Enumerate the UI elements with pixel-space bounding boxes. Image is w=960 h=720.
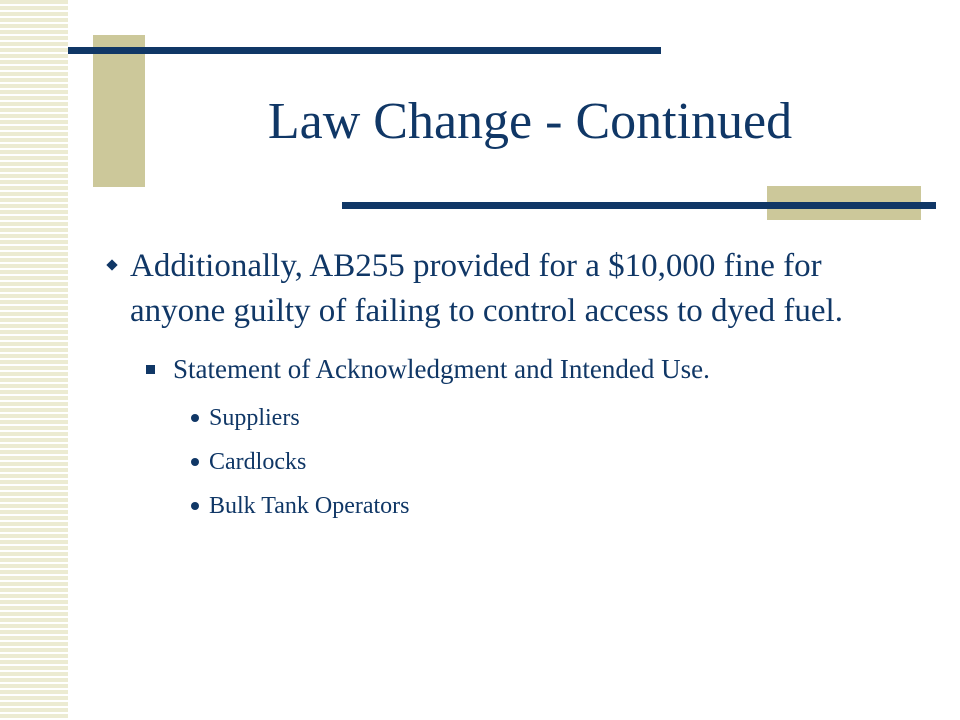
square-bullet-icon [146,365,155,374]
bullet-level-2 [145,351,813,388]
bullet-level-1 [100,244,870,334]
dot-bullet-icon [191,458,199,466]
bullet-level-3-item-bulk-tank-operators [189,484,900,528]
slide-title: Law Change - Continued [267,93,793,150]
slide-body [100,244,900,528]
bullet-level-3-text: Cardlocks [209,449,307,475]
bullet-level-3-text: Bulk Tank Operators [209,493,410,519]
decorative-navy-rule-bottom [342,202,936,209]
decorative-tan-block-top [93,35,145,187]
bullet-level-3-item-suppliers [189,396,900,440]
bullet-level-3-item-cardlocks [189,440,900,484]
diamond-bullet-icon [106,259,117,270]
dot-bullet-icon [191,502,199,510]
bullet-level-2-text: Statement of Acknowledgment and Intended Use. [173,354,710,384]
bullet-level-3-list [100,396,900,528]
decorative-navy-rule-top [68,47,661,54]
bullet-level-3-text: Suppliers [209,405,300,431]
bullet-level-1-text: Additionally, AB255 provided for a $10,000 fine for anyone guilty of failing to control access to dyed fuel. [130,248,843,329]
dot-bullet-icon [191,414,199,422]
decorative-stripe-band [0,0,68,720]
